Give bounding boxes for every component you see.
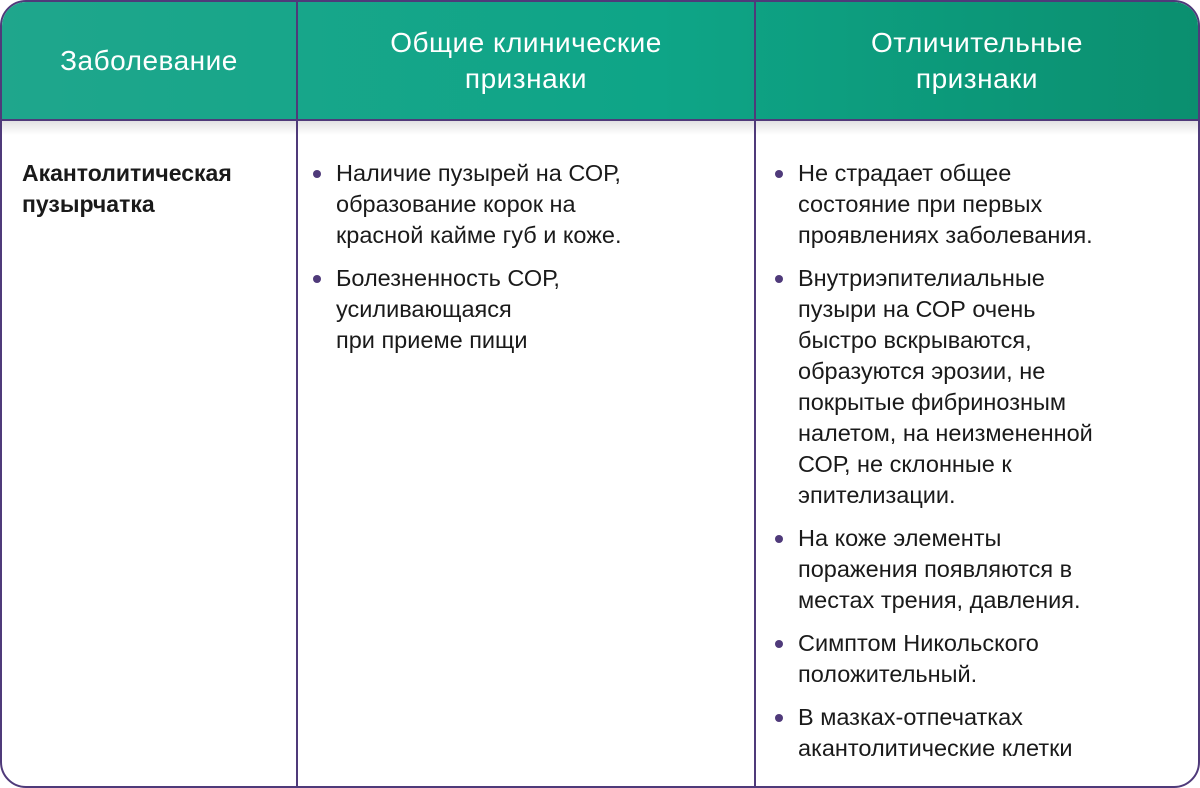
general-sign-item (312, 263, 748, 356)
distinctive-sign-item (774, 628, 1190, 690)
header-general-signs (298, 2, 754, 119)
bullet-dot (775, 714, 783, 722)
header-shadow (2, 121, 1198, 135)
distinctive-sign-text: В мазках-отпечатках акантолитические клетки (798, 704, 1073, 761)
bullet-dot (775, 535, 783, 543)
distinctive-sign-item (774, 263, 1190, 511)
distinctive-sign-text: На коже элементы поражения появляются в местах трения, давления. (798, 525, 1081, 613)
header-disease (2, 2, 296, 119)
header-distinctive-signs (756, 2, 1198, 119)
column-divider-1 (296, 121, 298, 786)
distinctive-sign-text: Симптом Никольского положительный. (798, 630, 1039, 687)
column-divider-2 (754, 121, 756, 786)
distinctive-sign-text: Не страдает общее состояние при первых проявлениях заболевания. (798, 160, 1093, 248)
distinctive-sign-item (774, 158, 1190, 251)
general-sign-text: Болезненность СОР, усиливающаяся при приеме пищи (336, 265, 560, 353)
distinctive-sign-item (774, 702, 1190, 764)
distinctive-signs-list (774, 158, 1190, 776)
distinctive-sign-item (774, 523, 1190, 616)
general-signs-list (312, 158, 748, 368)
general-sign-item (312, 158, 748, 251)
disease-name: Акантолитическая пузырчатка (22, 160, 232, 217)
bullet-dot (775, 640, 783, 648)
general-sign-text: Наличие пузырей на СОР, образование корок на красной кайме губ и коже. (336, 160, 622, 248)
bullet-dot (775, 275, 783, 283)
bullet-dot (775, 170, 783, 178)
header-general-signs-label: Общие клинические признаки (390, 26, 662, 94)
bullet-dot (313, 275, 321, 283)
bullet-dot (313, 170, 321, 178)
header-disease-label: Заболевание (60, 44, 238, 76)
distinctive-sign-text: Внутриэпителиальные пузыри на СОР очень быстро вскрываются, образуются эрозии, не покрытые фибринозным налетом, на неизмененной СОР, не склонные к эпителизации. (798, 265, 1093, 508)
header-distinctive-signs-label: Отличительные признаки (871, 26, 1083, 94)
